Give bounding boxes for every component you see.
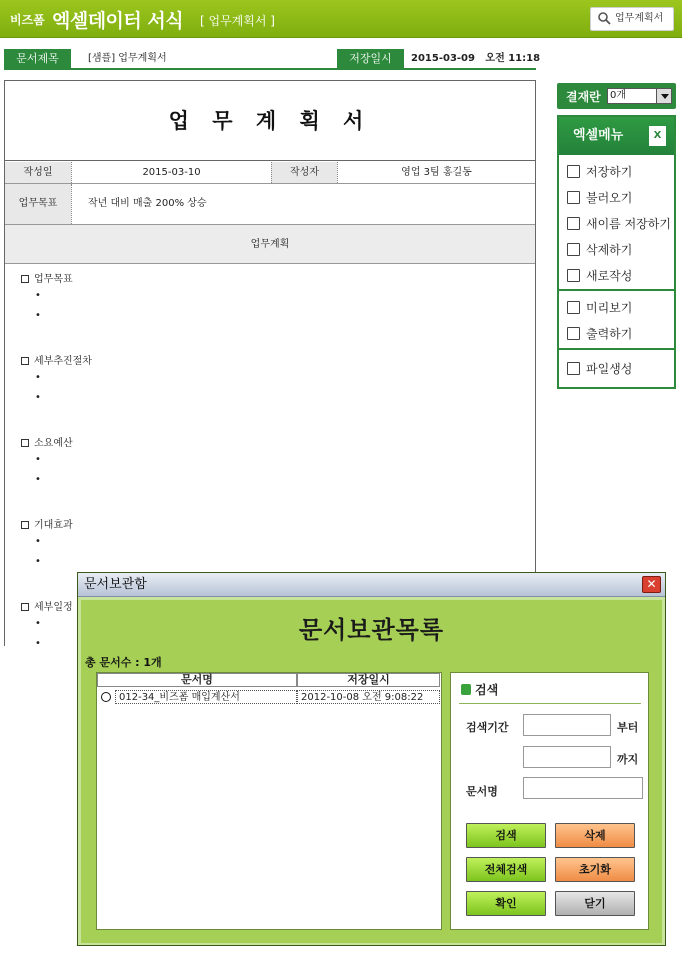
delete-button[interactable]: 삭제	[555, 823, 635, 848]
print-icon	[567, 327, 580, 340]
monitor-icon	[567, 301, 580, 314]
author-value[interactable]: 영업 3팀 홍길동	[337, 162, 535, 183]
plan-header: 업무계획	[5, 225, 535, 264]
list-header	[97, 673, 441, 687]
brand-title: 엑셀데이터 서식	[52, 10, 184, 32]
search-submit-button[interactable]: 검색	[466, 823, 546, 848]
save-icon	[567, 165, 580, 178]
column-name[interactable]: 문서명	[97, 673, 297, 687]
menu-create-file[interactable]: 파일생성	[567, 360, 632, 377]
doc-title-label: 문서제목	[4, 49, 71, 68]
author-label: 작성자	[271, 162, 337, 183]
list-item[interactable]	[97, 689, 441, 705]
search-all-button[interactable]: 전체검색	[466, 857, 546, 882]
download-icon	[567, 191, 580, 204]
docname-label: 문서명	[466, 785, 498, 798]
meta-row	[5, 162, 535, 184]
period-label: 검색기간	[466, 721, 509, 734]
menu-new[interactable]: 새로작성	[567, 267, 632, 284]
bullet: •	[35, 474, 41, 485]
confirm-button[interactable]: 확인	[466, 891, 546, 916]
menu-preview[interactable]: 미리보기	[567, 299, 632, 316]
new-document-icon	[567, 269, 580, 282]
bullet: •	[35, 454, 41, 465]
checkbox-icon	[21, 357, 29, 365]
close-button[interactable]: 닫기	[555, 891, 635, 916]
bullet: •	[35, 290, 41, 301]
close-icon[interactable]: ✕	[642, 576, 661, 593]
menu-save-as[interactable]: 새이름 저장하기	[567, 215, 671, 232]
bullet: •	[35, 372, 41, 383]
bullet: •	[35, 618, 41, 629]
folder-icon	[567, 362, 580, 375]
column-saved[interactable]: 저장일시	[297, 673, 440, 687]
from-label: 부터	[617, 721, 639, 734]
document-title: 업 무 계 획 서	[5, 81, 535, 161]
excel-menu	[557, 115, 676, 389]
chevron-down-icon[interactable]	[656, 89, 671, 103]
checkbox-icon	[21, 439, 29, 447]
menu-divider	[559, 289, 674, 291]
section-effect: 기대효과	[21, 516, 73, 531]
search-panel-title: 검색	[461, 681, 498, 698]
saved-label: 저장일시	[337, 49, 404, 68]
goal-label: 업무목표	[5, 184, 71, 224]
dialog-title: 문서보관함	[84, 577, 147, 592]
menu-divider	[559, 348, 674, 350]
date-label: 작성일	[5, 162, 71, 183]
brand-small: 비즈폼	[10, 13, 45, 27]
goal-value[interactable]: 작년 대비 매출 200% 상승	[71, 184, 535, 224]
menu-title: 엑셀메뉴 X	[559, 117, 674, 155]
list-item-name: 012-34_비즈폼 매입계산서	[115, 690, 297, 704]
search-button-label: 업무계획서	[615, 13, 664, 24]
archive-dialog	[77, 572, 666, 946]
date-from-input[interactable]	[523, 714, 611, 736]
approval-select[interactable]: 0개	[607, 88, 672, 104]
search-button[interactable]	[590, 7, 674, 31]
menu-print[interactable]: 출력하기	[567, 325, 632, 342]
to-label: 까지	[617, 753, 639, 766]
excel-icon: X	[649, 126, 666, 146]
section-goal: 업무목표	[21, 270, 73, 285]
bullet: •	[35, 392, 41, 403]
list-item-saved: 2012-10-08 오전 9:08:22	[297, 690, 440, 704]
save-as-icon	[567, 217, 580, 230]
menu-delete[interactable]: 삭제하기	[567, 241, 632, 258]
dialog-titlebar[interactable]	[78, 573, 665, 597]
bullet: •	[35, 638, 41, 646]
document-sheet	[4, 80, 536, 646]
section-schedule: 세부일정	[21, 598, 73, 613]
page-subtitle: [ 업무계획서 ]	[200, 14, 275, 28]
checkbox-icon	[21, 275, 29, 283]
bullet: •	[35, 310, 41, 321]
document-info-row	[4, 49, 541, 70]
search-panel	[450, 672, 649, 930]
approval-label: 결재란	[566, 90, 601, 104]
search-icon	[597, 11, 611, 25]
goal-row	[5, 184, 535, 225]
checkbox-icon	[21, 521, 29, 529]
doc-title-value: [샘플] 업무계획서	[88, 53, 167, 64]
bullet: •	[35, 556, 41, 567]
docname-input[interactable]	[523, 777, 643, 799]
divider	[459, 703, 641, 704]
top-header	[0, 0, 682, 38]
bullet: •	[35, 536, 41, 547]
menu-load[interactable]: 불러오기	[567, 189, 632, 206]
reset-button[interactable]: 초기화	[555, 857, 635, 882]
checkbox-icon	[21, 603, 29, 611]
radio-button[interactable]	[101, 692, 111, 702]
document-count: 총 문서수 : 1개	[85, 656, 162, 669]
search-panel-icon	[461, 684, 471, 695]
date-value[interactable]: 2015-03-10	[71, 162, 271, 183]
date-to-input[interactable]	[523, 746, 611, 768]
section-budget: 소요예산	[21, 434, 73, 449]
saved-value: 2015-03-09 오전 11:18	[411, 53, 541, 64]
dialog-heading: 문서보관목록	[298, 616, 445, 644]
menu-save[interactable]: 저장하기	[567, 163, 632, 180]
document-list[interactable]	[96, 672, 442, 930]
section-procedure: 세부추진절차	[21, 352, 92, 367]
dialog-body	[81, 600, 662, 943]
approval-box	[557, 83, 676, 109]
trash-icon	[567, 243, 580, 256]
